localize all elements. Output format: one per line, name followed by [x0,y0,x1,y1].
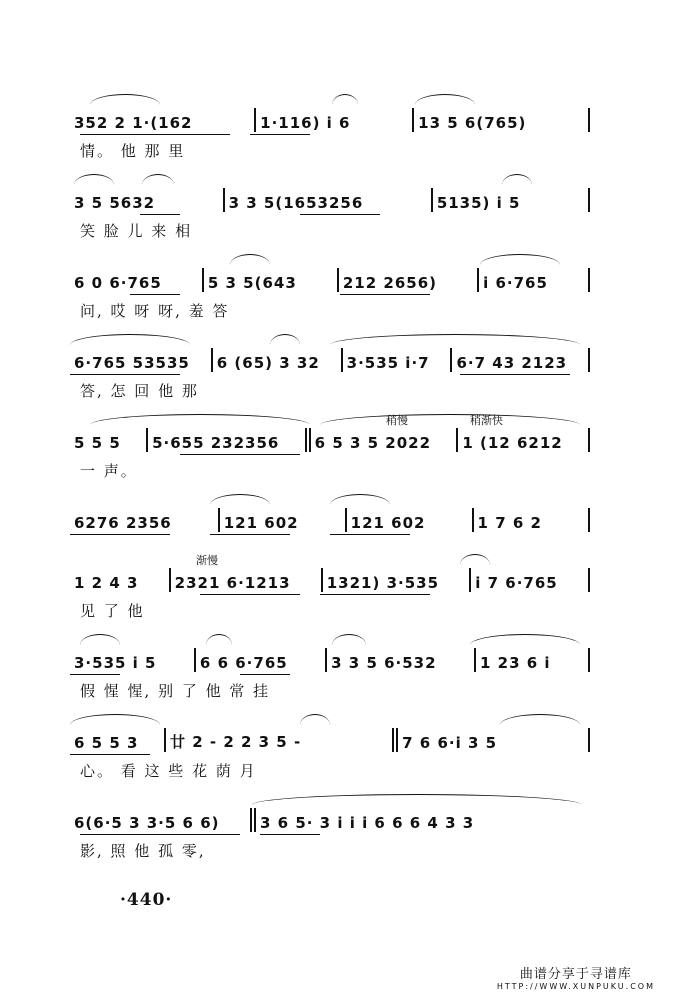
measure: 2321 6·1213 [174,574,291,592]
barline [588,188,590,212]
slur [142,174,174,185]
slur [415,94,475,105]
slur [206,634,232,645]
measure: 212 2656) [342,274,438,292]
barline [588,348,590,372]
barline [588,108,590,132]
measure: 3·535 i·7 [346,354,430,372]
measure: i 7 6·765 [475,574,558,592]
barline [588,728,590,752]
beam-underline [70,374,180,375]
measure: 3 3 5 6·532 [331,654,437,672]
measure: 5135) i 5 [436,194,521,212]
beam-underline [130,294,180,295]
measure: 7 6 6·i 3 5 [402,734,498,752]
measure: 6(6·5 3 3·5 6 6) [74,814,220,832]
slur [480,254,560,265]
measure: 1 2 4 3 [74,574,139,592]
barline [588,568,590,592]
lyrics-line: 问, 哎 呀 呀, 羞 答 [80,302,230,320]
measure: 3 5 5632 [74,194,156,212]
beam-underline [260,834,320,835]
notation-line [70,346,590,372]
measure: 1321) 3·535 [326,574,440,592]
measure: 121 602 [350,514,426,532]
beam-underline [70,754,150,755]
measure: i 6·765 [483,274,548,292]
measure: 廿 2 - 2 2 3 5 - [170,733,302,751]
notation-line [70,726,590,752]
slur [70,334,190,345]
slur [230,254,270,265]
lyrics-line: 心。 看 这 些 花 荫 月 [80,762,257,780]
measure: 5·655 232356 [152,434,280,452]
slur [332,94,358,105]
measure: 5 3 5(643 [207,274,297,292]
measure: 6 0 6·765 [74,274,162,292]
beam-underline [70,534,170,535]
beam-underline [80,134,230,135]
lyrics-line: 一 声。 [80,462,138,480]
beam-underline [460,374,570,375]
notation-line [70,106,590,132]
slur [332,634,366,645]
measure: 6 5 3 5 2022 [314,434,432,452]
measure: 6 5 5 3 [74,734,139,752]
beam-underline [330,534,410,535]
measure: 6276 2356 [74,514,172,532]
measure: 6 6 6·765 [199,654,288,672]
slur [502,174,532,185]
beam-underline [240,674,290,675]
measure: 3 6 5· 3 i i i 6 6 6 4 3 3 [260,814,475,832]
watermark-title: 曲谱分享于寻谱库 [519,967,632,982]
slur [330,494,390,505]
beam-underline [320,594,430,595]
notation-line [70,506,590,532]
notation-line [70,566,590,592]
notation-line [70,646,590,672]
measure: 3 3 5(1653256 [228,194,364,212]
tempo-mark: 稍渐快 [470,414,503,427]
beam-underline [70,674,120,675]
slur [70,714,160,725]
measure: 1 23 6 i [480,654,551,672]
slur [500,714,580,725]
lyrics-line: 见 了 他 [80,602,145,620]
page-number: ·440· [120,890,173,910]
notation-line [70,806,590,832]
measure: 1·116) i 6 [260,114,351,132]
notation-line [70,266,590,292]
measure: 1 (12 6212 [462,434,563,452]
beam-underline [140,214,180,215]
measure: 121 602 [223,514,299,532]
slur [330,334,580,345]
slur [460,554,490,565]
notation-line [70,186,590,212]
beam-underline [80,834,240,835]
measure: 352 2 1·(162 [74,114,193,132]
measure: 5 5 5 [74,434,121,452]
barline [588,508,590,532]
beam-underline [200,594,300,595]
measure: 1 7 6 2 [477,514,542,532]
lyrics-line: 影, 照 他 孤 零, [80,842,206,860]
slur [270,334,300,345]
beam-underline [340,294,430,295]
tempo-mark: 稍慢 [386,414,408,427]
tempo-mark: 渐慢 [196,554,218,567]
slur [252,794,582,805]
lyrics-line: 笑 脸 儿 来 相 [80,222,193,240]
measure: 6·7 43 2123 [456,354,568,372]
slur [210,494,270,505]
lyrics-line: 答, 怎 回 他 那 [80,382,199,400]
slur [300,714,330,725]
watermark-footer [497,963,655,991]
slur [470,634,580,645]
slur [74,174,114,185]
slur [80,634,120,645]
measure: 6·765 53535 [74,354,190,372]
measure: 6 (65) 3 32 [216,354,320,372]
measure: 3·535 i 5 [74,654,157,672]
lyrics-line: 情。 他 那 里 [80,142,186,160]
slur [90,94,160,105]
beam-underline [300,214,380,215]
measure: 13 5 6(765) [418,114,527,132]
barline [588,428,590,452]
barline [588,648,590,672]
barline [588,268,590,292]
watermark-url: HTTP://WWW.XUNPUKU.COM [496,982,655,991]
lyrics-line: 假 惺 惺, 别 了 他 常 挂 [80,682,271,700]
slur [320,414,580,425]
notation-line [70,426,590,452]
slur [90,414,310,425]
beam-underline [250,134,310,135]
beam-underline [210,534,290,535]
beam-underline [180,454,300,455]
